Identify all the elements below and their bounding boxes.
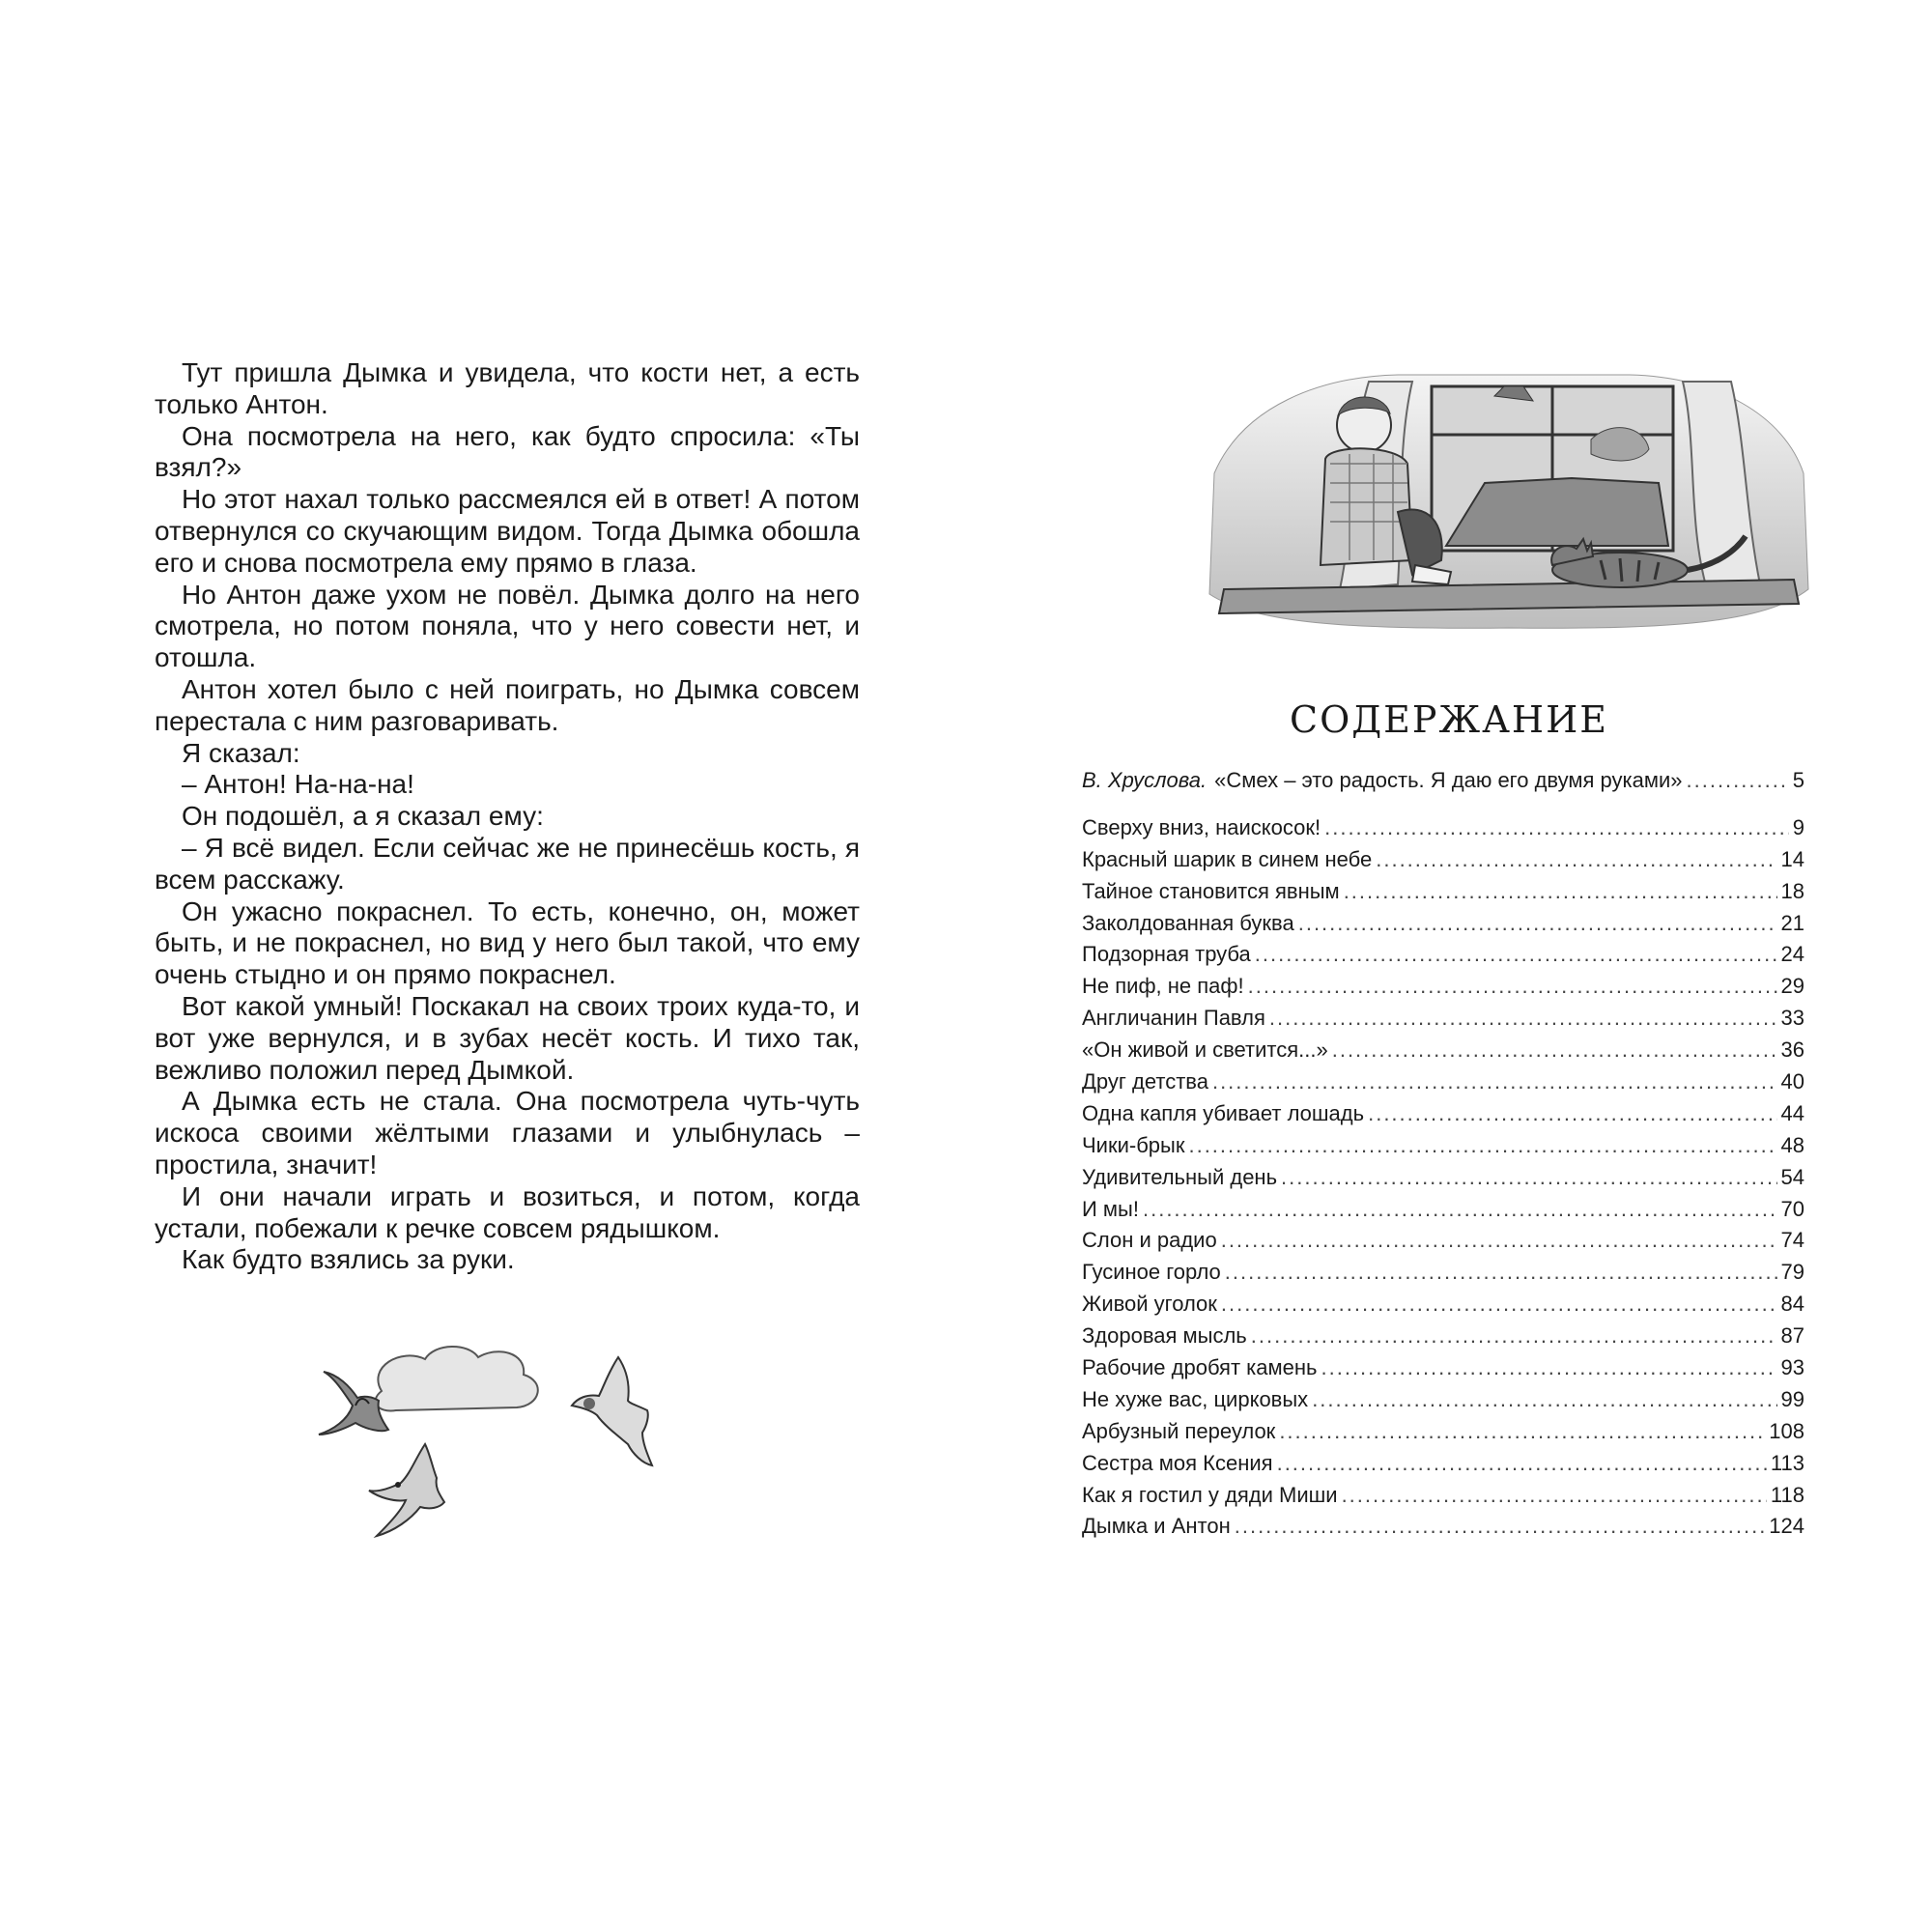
toc-page-number: 118 [1770, 1482, 1804, 1507]
toc-page-number: 5 [1792, 768, 1804, 792]
toc-page-number: 79 [1780, 1260, 1804, 1285]
paragraph: Вот какой умный! Поскакал на своих троих куда-то, и вот уже вернулся, и в зубах несёт кость. И тихо так, вежливо положил перед Дымкой. [155, 990, 860, 1085]
paragraph: Антон хотел было с ней поиграть, но Дымка совсем перестала с ним разговаривать. [155, 673, 860, 736]
toc-leader-dots [1332, 1035, 1777, 1066]
toc-page-number: 124 [1769, 1514, 1804, 1539]
toc-entry [1082, 1416, 1804, 1448]
toc-leader-dots [1277, 1448, 1767, 1480]
toc-entry [1082, 908, 1804, 940]
toc-entry [1082, 876, 1804, 908]
toc-page-number: 21 [1780, 910, 1804, 935]
toc-leader-dots [1235, 1511, 1766, 1543]
toc-entry [1082, 812, 1804, 844]
toc-entry-title: Как я гостил у дяди Миши [1082, 1482, 1338, 1507]
paragraph: Он подошёл, а я сказал ему: [182, 801, 544, 832]
toc-entry [1082, 1448, 1804, 1480]
toc-entry-title: Здоровая мысль [1082, 1323, 1247, 1349]
window-frame [1432, 386, 1673, 551]
toc-leader-dots [1225, 1257, 1777, 1289]
toc-entry [1082, 1257, 1804, 1289]
toc-entry [1082, 1098, 1804, 1130]
paragraph: Я сказал: [182, 737, 300, 768]
toc-entry-title: Живой уголок [1082, 1292, 1217, 1317]
toc-leader-dots [1221, 1289, 1777, 1321]
paragraph: Но этот нахал только рассмеялся ей в ответ! А потом отвернулся со скучающим видом. Тогда Дымка обошла его и снова посмотрела ему прямо в глаза. [155, 484, 860, 578]
toc-page-number: 40 [1780, 1069, 1804, 1094]
toc-entry [1082, 1003, 1804, 1035]
toc-entry [1082, 1194, 1804, 1226]
toc-entry-title: Чики-брык [1082, 1132, 1185, 1157]
toc-leader-dots [1342, 1480, 1767, 1512]
toc-entry-title: Арбузный переулок [1082, 1418, 1276, 1443]
toc-entry-title: Дымка и Антон [1082, 1514, 1231, 1539]
toc-entry-title: И мы! [1082, 1196, 1139, 1221]
toc-entry [1082, 1066, 1804, 1098]
right-page [966, 0, 1932, 1932]
toc-entry-title: Гусиное горло [1082, 1260, 1221, 1285]
toc-leader-dots [1344, 876, 1777, 908]
toc-entry-title: Слон и радио [1082, 1228, 1217, 1253]
toc-page-number: 54 [1780, 1164, 1804, 1189]
toc-leader-dots [1143, 1194, 1777, 1226]
paragraph: Но Антон даже ухом не повёл. Дымка долго на него смотрела, но потом поняла, что у него совести нет, и отошла. [155, 579, 860, 673]
toc-entry-title: Подзорная труба [1082, 942, 1251, 967]
birds-and-cloud-illustration [309, 1338, 676, 1546]
toc-intro-row [1082, 765, 1804, 797]
toc-leader-dots [1312, 1384, 1776, 1416]
toc-leader-dots [1221, 1225, 1777, 1257]
toc-intro-title: «Смех – это радость. Я даю его двумя руками» [1214, 768, 1683, 792]
toc-page-number: 93 [1780, 1355, 1804, 1380]
toc-page-number: 24 [1780, 942, 1804, 967]
toc-entry-title: Сверху вниз, наискосок! [1082, 814, 1321, 839]
cloud-icon [376, 1347, 538, 1410]
toc-entry-title: Красный шарик в синем небе [1082, 846, 1373, 871]
toc-entry [1082, 844, 1804, 876]
toc-entry [1082, 1384, 1804, 1416]
toc-leader-dots [1298, 908, 1777, 940]
toc-entry [1082, 1225, 1804, 1257]
toc-entry-title: Друг детства [1082, 1069, 1208, 1094]
paragraph: Как будто взялись за руки. [182, 1244, 515, 1275]
toc-entry [1082, 939, 1804, 971]
toc-page-number: 36 [1780, 1037, 1804, 1063]
table-of-contents [1082, 765, 1804, 1543]
toc-page-number: 29 [1780, 974, 1804, 999]
toc-entry-title: Заколдованная буква [1082, 910, 1294, 935]
toc-page-number: 99 [1780, 1386, 1804, 1411]
pigeon-icon [369, 1444, 444, 1536]
paragraph: Она посмотрела на него, как будто спросила: «Ты взял?» [155, 420, 860, 483]
pigeon-icon [572, 1357, 652, 1465]
toc-entry [1082, 1035, 1804, 1066]
toc-leader-dots [1281, 1162, 1776, 1194]
toc-leader-dots [1368, 1098, 1776, 1130]
story-text [155, 357, 860, 1276]
toc-page-number: 74 [1780, 1228, 1804, 1253]
toc-leader-dots [1188, 1130, 1776, 1162]
toc-leader-dots [1255, 939, 1777, 971]
toc-entry-title: Не хуже вас, цирковых [1082, 1386, 1309, 1411]
toc-leader-dots [1279, 1416, 1765, 1448]
toc-leader-dots [1248, 971, 1777, 1003]
paragraph: Он ужасно покраснел. То есть, конечно, он, может быть, и не покраснел, но вид у него был такой, что ему очень стыдно и он прямо покраснел. [155, 895, 860, 990]
toc-entry [1082, 1511, 1804, 1543]
paragraph: А Дымка есть не стала. Она посмотрела чуть-чуть искоса своими жёлтыми глазами и улыбнулась – простила, значит! [155, 1086, 860, 1179]
toc-title: СОДЕРЖАНИЕ [1290, 698, 1608, 741]
toc-entry-title: Тайное становится явным [1082, 878, 1340, 903]
toc-leader-dots [1324, 812, 1789, 844]
toc-page-number: 9 [1792, 814, 1804, 839]
toc-leader-dots [1251, 1321, 1777, 1352]
toc-entry-title [1082, 765, 1683, 797]
toc-entry [1082, 1352, 1804, 1384]
paragraph: – Я всё видел. Если сейчас же не принесёшь кость, я всем расскажу. [155, 832, 860, 895]
toc-entry-title: Одна капля убивает лошадь [1082, 1100, 1365, 1125]
toc-leader-dots [1376, 844, 1776, 876]
toc-leader-dots [1321, 1352, 1776, 1384]
toc-entry [1082, 1289, 1804, 1321]
toc-entry-title: Сестра моя Ксения [1082, 1450, 1273, 1475]
paragraph: – Антон! На-на-на! [182, 769, 414, 800]
paragraph: Тут пришла Дымка и увидела, что кости нет, а есть только Антон. [155, 357, 860, 419]
toc-entry [1082, 1480, 1804, 1512]
toc-leader-dots [1212, 1066, 1777, 1098]
boy-at-window-with-cat-illustration [1205, 367, 1813, 633]
toc-page-number: 108 [1769, 1418, 1804, 1443]
toc-entry-title: Рабочие дробят камень [1082, 1355, 1318, 1380]
toc-entry-title: «Он живой и светится...» [1082, 1037, 1328, 1063]
toc-entry [1082, 1162, 1804, 1194]
toc-page-number: 18 [1780, 878, 1804, 903]
toc-leader-dots [1269, 1003, 1777, 1035]
toc-entry-title: Не пиф, не паф! [1082, 974, 1244, 999]
toc-page-number: 113 [1770, 1450, 1804, 1475]
toc-page-number: 70 [1780, 1196, 1804, 1221]
toc-entry-title: Удивительный день [1082, 1164, 1278, 1189]
toc-page-number: 33 [1780, 1006, 1804, 1031]
toc-page-number: 87 [1780, 1323, 1804, 1349]
toc-page-number: 48 [1780, 1132, 1804, 1157]
toc-entry [1082, 1321, 1804, 1352]
paragraph: И они начали играть и возиться, и потом, когда устали, побежали к речке совсем рядышком. [155, 1180, 860, 1243]
toc-page-number: 14 [1780, 846, 1804, 871]
toc-entry [1082, 1130, 1804, 1162]
toc-leader-dots [1687, 765, 1789, 797]
toc-page-number: 44 [1780, 1100, 1804, 1125]
toc-author: В. Хруслова. [1082, 768, 1208, 792]
toc-page-number: 84 [1780, 1292, 1804, 1317]
toc-entry-title: Англичанин Павля [1082, 1006, 1265, 1031]
toc-entry [1082, 971, 1804, 1003]
